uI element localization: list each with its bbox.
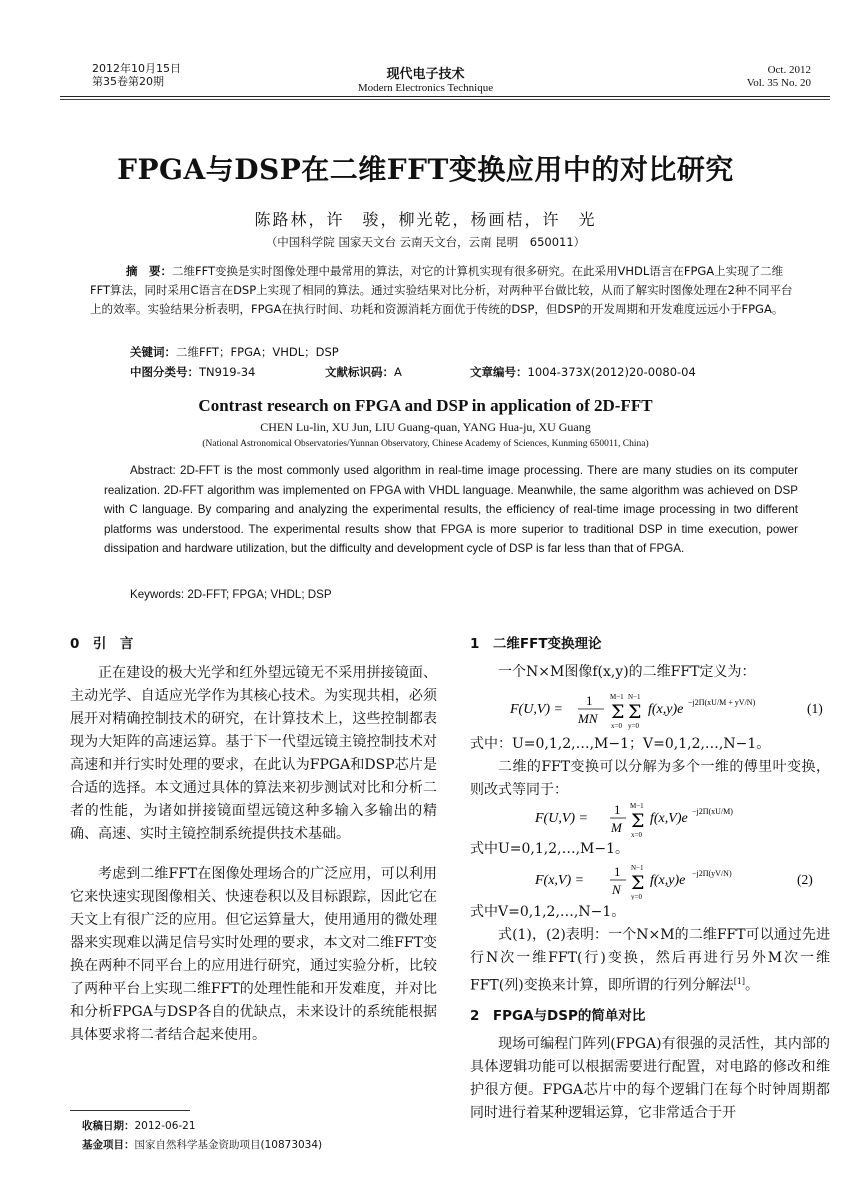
- article-label: 文章编号：: [470, 365, 528, 379]
- journal-name: 现代电子技术: [386, 67, 465, 82]
- section-1-title: 1 二维FFT变换理论: [470, 636, 602, 652]
- section-0-paragraph-1: 正在建设的极大光学和红外望远镜无不采用拼接镜面、主动光学、自适应光学作为其核心技术。为实现共相，必须展开对精确控制技术的研究，在计算技术上，这些控制都表现为大矩阵的高速运算。基于下一代望远镜主镜控制技术对高速和并行实时处理的要求，在此认为FPGA和DSP芯片是合适的选择。本文通过具体的算法来初步测试对比和分析二者的性能，为诸如拼接镜面望远镜这种多输入多输出的精确、高速、实时主镜控制系统提供技术基础。: [70, 665, 437, 842]
- abstract-cn-label: 摘 要：: [126, 264, 172, 278]
- svg-text:−j2Π(yV/N): −j2Π(yV/N): [692, 869, 732, 878]
- abstract-cn: [90, 262, 800, 319]
- svg-text:M: M: [611, 820, 622, 835]
- section-1-paragraph-1: 一个N×M图像f(x,y)的二维FFT定义为：: [498, 664, 756, 680]
- section-0-paragraph-2: 考虑到二维FFT在图像处理场合的广泛应用，可以利用它来快速实现图像相关、快速卷积以及目标跟踪，因此它在天文上有很广泛的应用。但它运算量大，使用通用的微处理器来实现难以满足信号实时处理的要求，本文对二维FFT变换在两种不同平台上的应用进行研究，通过实验分析，比较了两种平台上实现二维FFT的处理性能和开发难度，并对比和分析FPGA与DSP各自的优缺点，未来设计的系统能根据具体要求将二者结合起来使用。: [70, 866, 437, 1043]
- svg-text:y=0: y=0: [631, 893, 642, 900]
- svg-text:x=0: x=0: [631, 831, 642, 838]
- footnote: [82, 1117, 322, 1155]
- svg-text:−j2Π(xU/M + yV/N): −j2Π(xU/M + yV/N): [688, 698, 756, 707]
- received-date: 2012-06-21: [134, 1120, 196, 1132]
- paper-authors-en: CHEN Lu-lin, XU Jun, LIU Guang-quan, YANG Hua-ju, XU Guang: [260, 420, 591, 434]
- doc-label: 文献标识码：: [325, 365, 394, 379]
- section-1-paragraph-4: 式中U=0,1,2,…,M−1。: [470, 841, 630, 857]
- clc-value: TN919-34: [199, 365, 256, 379]
- keywords-cn: [130, 344, 339, 360]
- svg-text:x=0: x=0: [611, 722, 622, 730]
- svg-text:Σ: Σ: [628, 701, 642, 723]
- paper-title-en: Contrast research on FPGA and DSP in application of 2D-FFT: [198, 396, 653, 415]
- section-0-title: 0 引 言: [70, 636, 134, 652]
- classification-row: [130, 364, 730, 380]
- keywords-en-label: Keywords:: [130, 588, 185, 601]
- svg-text:N−1: N−1: [631, 864, 644, 872]
- journal-name-en: Modern Electronics Technique: [357, 82, 494, 94]
- svg-text:1: 1: [586, 693, 593, 708]
- fund-label: 基金项目：: [82, 1139, 135, 1151]
- svg-text:−j2Π(xU/M): −j2Π(xU/M): [692, 807, 733, 816]
- equation-1-render: [510, 688, 830, 732]
- section-1-paragraph-3: 二维的FFT变换可以分解为多个一维的傅里叶变换，则改式等同于：: [470, 759, 830, 798]
- svg-text:f(x,y)e: f(x,y)e: [650, 873, 686, 888]
- section-2-title: 2 FPGA与DSP的简单对比: [470, 1008, 646, 1024]
- svg-text:N−1: N−1: [628, 693, 641, 701]
- keywords-en-text: 2D-FFT; FPGA; VHDL; DSP: [184, 588, 332, 601]
- section-2-paragraph-1: 现场可编程门阵列(FPGA)有很强的灵活性，其内部的具体逻辑功能可以根据需要进行配置，对电路的修改和维护很方便。FPGA芯片中的每个逻辑门在每个时钟周期都同时进行着某种逻辑运算，它非常适合于开: [470, 1036, 830, 1121]
- abstract-cn-text: 二维FFT变换是实时图像处理中最常用的算法，对它的计算机实现有很多研究。在此采用VHDL语言在FPGA上实现了二维FFT算法，同时采用C语言在DSP上实现了相同的算法。通过实验结果对比分析，对两种平台做比较，从而了解实时图像处理在2种不同平台上的效率。实验结果分析表明，FPGA在执行时间、功耗和资源消耗方面优于传统的DSP，但DSP的开发周期和开发难度远远小于FPGA。: [90, 264, 793, 316]
- keywords-cn-label: 关键词：: [130, 345, 176, 359]
- svg-text:Σ: Σ: [631, 810, 645, 832]
- issue-volume: 第35卷第20期: [92, 75, 164, 88]
- equation-2a: [535, 798, 795, 838]
- keywords-en: [130, 588, 332, 601]
- svg-text:f(x,y)e: f(x,y)e: [648, 702, 684, 717]
- fund-text: 国家自然科学基金资助项目(10873034): [134, 1139, 323, 1151]
- paper-affiliation-en: (National Astronomical Observatories/Yunnan Observatory, Chinese Academy of Sciences, Kunming 650011, China): [202, 439, 649, 449]
- header-rule-thin: [60, 99, 830, 100]
- paper-authors: 陈路林，许 骏，柳光乾，杨画桔，许 光: [254, 210, 597, 229]
- paper-title: FPGA与DSP在二维FFT变换应用中的对比研究: [117, 153, 734, 186]
- equation-2b-render: [535, 860, 830, 900]
- equation-2-number: (2): [797, 872, 813, 887]
- header-center: [0, 63, 851, 94]
- abstract-en: [104, 461, 798, 559]
- svg-text:N: N: [612, 882, 621, 897]
- section-1-paragraph-2: 式中：U=0,1,2,…,M−1；V=0,1,2,…,N−1。: [470, 736, 771, 752]
- svg-text:Σ: Σ: [631, 872, 645, 894]
- equation-1-number: (1): [807, 701, 823, 716]
- abstract-en-text: 2D-FFT is the most commonly used algorithm in real-time image processing. There are many studies on its computer realization. 2D-FFT algorithm was implemented on FPGA with VHDL language. Meanwhile, the same algorithm was achieved on DSP with C language. By comparing and analyzing the experimental results, the efficiency of real-time image processing in two different platforms was understood. The experimental results show that FPGA is more superior to traditional DSP in time execution, power dissipation and hardware utilization, but the difficulty and development cycle of DSP is far less than that of FPGA.: [104, 464, 798, 555]
- citation-ref: [1]: [733, 977, 746, 986]
- equation-1: [510, 688, 830, 732]
- header-right: [747, 64, 811, 90]
- svg-text:F(x,V) =: F(x,V) =: [535, 873, 585, 888]
- svg-text:F(U,V) =: F(U,V) =: [510, 702, 563, 717]
- equation-2b: [535, 860, 830, 900]
- section-1-paragraph-6: [470, 924, 830, 998]
- paper-affiliation: （中国科学院 国家天文台 云南天文台，云南 昆明 650011）: [265, 235, 586, 249]
- issue-date: 2012年10月15日: [92, 62, 181, 75]
- article-value: 1004-373X(2012)20-0080-04: [527, 365, 696, 379]
- section-1-paragraph-5: 式中V=0,1,2,…,N−1。: [470, 904, 626, 920]
- svg-text:1: 1: [614, 802, 621, 817]
- doc-value: A: [394, 365, 402, 379]
- section-1-paragraph-6-text: 式(1)，(2)表明：一个N×M的二维FFT可以通过先进行N次一维FFT(行)变换，然后再进行另外M次一维FFT(列)变换来计算，即所谓的行列分解法: [470, 927, 830, 994]
- equation-2a-render: [535, 798, 795, 838]
- svg-text:1: 1: [614, 864, 621, 879]
- keywords-cn-text: 二维FFT；FPGA；VHDL；DSP: [176, 345, 339, 359]
- section-1-paragraph-6-end: 。: [745, 977, 760, 994]
- issue-date-en: Oct. 2012: [767, 64, 811, 76]
- clc-label: 中图分类号：: [130, 365, 199, 379]
- svg-text:F(U,V) =: F(U,V) =: [535, 811, 588, 826]
- svg-text:f(x,V)e: f(x,V)e: [650, 811, 688, 826]
- header-rule: [60, 96, 830, 97]
- svg-text:MN: MN: [578, 711, 598, 726]
- issue-volume-en: Vol. 35 No. 20: [746, 77, 811, 89]
- svg-text:M−1: M−1: [610, 693, 624, 701]
- svg-text:M−1: M−1: [630, 802, 644, 810]
- abstract-en-label: Abstract:: [130, 464, 176, 477]
- received-label: 收稿日期：: [82, 1120, 135, 1132]
- svg-text:Σ: Σ: [611, 701, 625, 723]
- svg-text:y=0: y=0: [628, 722, 639, 730]
- footnote-rule: [70, 1110, 190, 1111]
